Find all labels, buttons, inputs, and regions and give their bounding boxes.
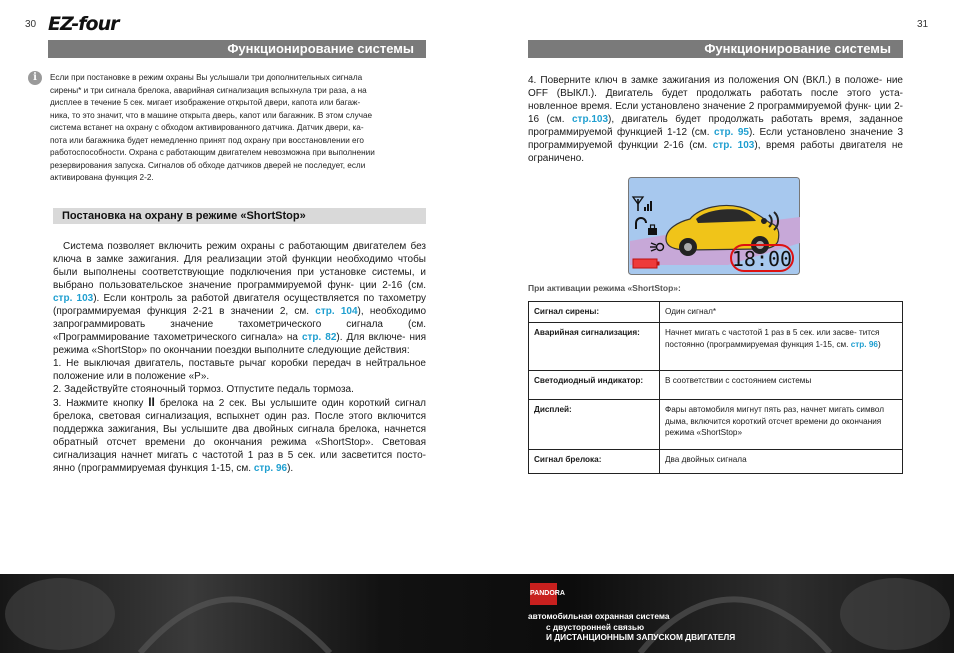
page-link[interactable]: стр. 95 [713,127,749,138]
row-value: Один сигнал* [660,302,903,323]
brand-logo: EZ-four [48,13,119,35]
row-key: Аварийная сигнализация: [529,323,660,371]
info-icon: i [28,71,42,85]
clock-readout: 18:00 [731,247,793,271]
step-1: 1. Не выключая двигатель, поставьте рычаг коробки передач в нейтральное положение или в положение «P». [53,358,426,382]
page-number-left: 30 [25,19,37,30]
step-2: 2. Задействуйте стояночный тормоз. Отпустите педаль тормоза. [53,384,354,395]
paragraph-intro: Система позволяет включить режим охраны с работающим двигателем без ключа в замке зажигания. Для реализации этой функции необходимо чтобы были выполнены соответствующие подключения при установке системы, и выбрано пользовательское значение программируемой функ- ции 2-16 (см. стр. 103). Если контроль за работой двигателя осуществляется по тахометру (программируемая функция 2-21 в значении 2, см. стр. 104), необходимо запрограммировать значение тахометрического сигнала (см. «Программирование тахометрического сигнала» на стр. 82). Для включе- ния режима «ShortStop» по окончании поездки выполните следующие действия: [53,241,427,356]
body-text-left [53,240,426,475]
section-header-right: Функционирование системы [528,40,903,58]
note-line: работоспособности. Охрана с работающим двигателем невозможна при выполнении [50,148,375,157]
page-link[interactable]: стр. 96 [253,463,288,474]
page-link[interactable]: стр. 104 [315,306,358,317]
brand-badge [530,583,565,605]
row-key: Сигнал сирены: [529,302,660,323]
table-row [529,371,903,400]
note-line: сирены* и три сигнала брелока, аварийная сигнализация вспыхнула три раза, а на [50,85,367,95]
note-line: активирована функция 2-2. [50,173,154,182]
footer-decoration [0,574,954,653]
table-row [529,450,903,474]
table-row [529,323,903,371]
page-link[interactable]: стр. 103 [712,140,755,151]
table-row [529,302,903,323]
shortstop-spec-table [528,301,903,474]
slogan-line-3: И ДИСТАНЦИОННЫМ ЗАПУСКОМ ДВИГАТЕЛЯ [546,632,736,642]
row-key: Сигнал брелока: [529,450,660,474]
page-link[interactable]: стр. 82 [301,332,337,343]
row-value: В соответствии с состоянием системы [660,371,903,400]
table-caption: При активации режима «ShortStop»: [528,283,681,293]
page-link[interactable]: стр. 96 [850,339,878,349]
body-text-right [528,74,903,165]
section-header-left: Функционирование системы [48,40,426,58]
note-line: ника, то это значит, что в машине открыта дверь, капот или багажник. В этом случае [50,110,373,120]
slogan-line-1: автомобильная охранная система [528,611,670,621]
remote-button-icon: II [148,395,155,409]
subsection-header: Постановка на охрану в режиме «ShortStop» [53,208,426,224]
row-key: Дисплей: [529,400,660,450]
step-4: 4. Поверните ключ в замке зажигания из положения ON (ВКЛ.) в положе- ние OFF (ВЫКЛ.). Двигатель будет продолжать работать после этого уста- новленное время. Если установлено значение 2 программируемой функ- ции 2-16 (см. стр.103), двигатель будет продолжать работать время, заданное программируемой функцией 1-12 (см. стр. 95). Если установлено значение 3 программируемой функции 2-16 (см. стр. 103), время работы двигателя не ограничено. [528,75,904,164]
note-line: система встанет на охрану с обходом активированного датчика. Датчик двери, ка- [50,123,364,132]
footer-slogan [528,611,735,643]
page-number-right: 31 [917,19,929,30]
lcd-display [628,177,800,275]
note-line: дисплее в течение 5 сек. мигает изображение открытой двери, капота или багаж- [50,98,361,107]
note-line: резервирования запуска. Сигналов об обходе датчиков дверей не последует, если [50,160,366,170]
info-note [50,72,426,185]
row-value: Начнет мигать с частотой 1 раз в 5 сек. или засве- тится постоянно (программируемая функция 1-15, см. стр. 96) [660,323,903,371]
page-link[interactable]: стр.103 [571,114,609,125]
page-link[interactable]: стр. 103 [53,293,94,304]
row-value: Два двойных сигнала [660,450,903,474]
table-row [529,400,903,450]
row-value: Фары автомобиля мигнут пять раз, начнет мигать символ дыма, включится короткий отсчет времени до окончания режима «ShortStop» [660,400,903,450]
footer-banner [0,574,954,653]
slogan-line-2: с двусторонней связью [546,621,645,632]
note-line: пота или багажника будет немедленно принят под охрану при восстановлении его [50,135,364,145]
note-line: Если при постановке в режим охраны Вы услышали три дополнительных сигнала [50,73,363,82]
step-3: 3. Нажмите кнопку II брелока на 2 сек. Вы услышите один короткий сигнал брелока, световая сигнализация, вспыхнет один раз. После этого включится поддержка зажигания, Вы услышите два двойных сигнала брелока, начнется обратный отсчет времени до окончания режима «ShortStop». Световая сигнализация начнет мигать с частотой 1 раз в 5 сек. или засветится посто- янно (программируемая функция 1-15, см. стр. 96). [53,395,426,474]
battery-icon [633,259,660,268]
brand-badge-text: PANDORA [530,590,565,597]
row-key: Светодиодный индикатор: [529,371,660,400]
